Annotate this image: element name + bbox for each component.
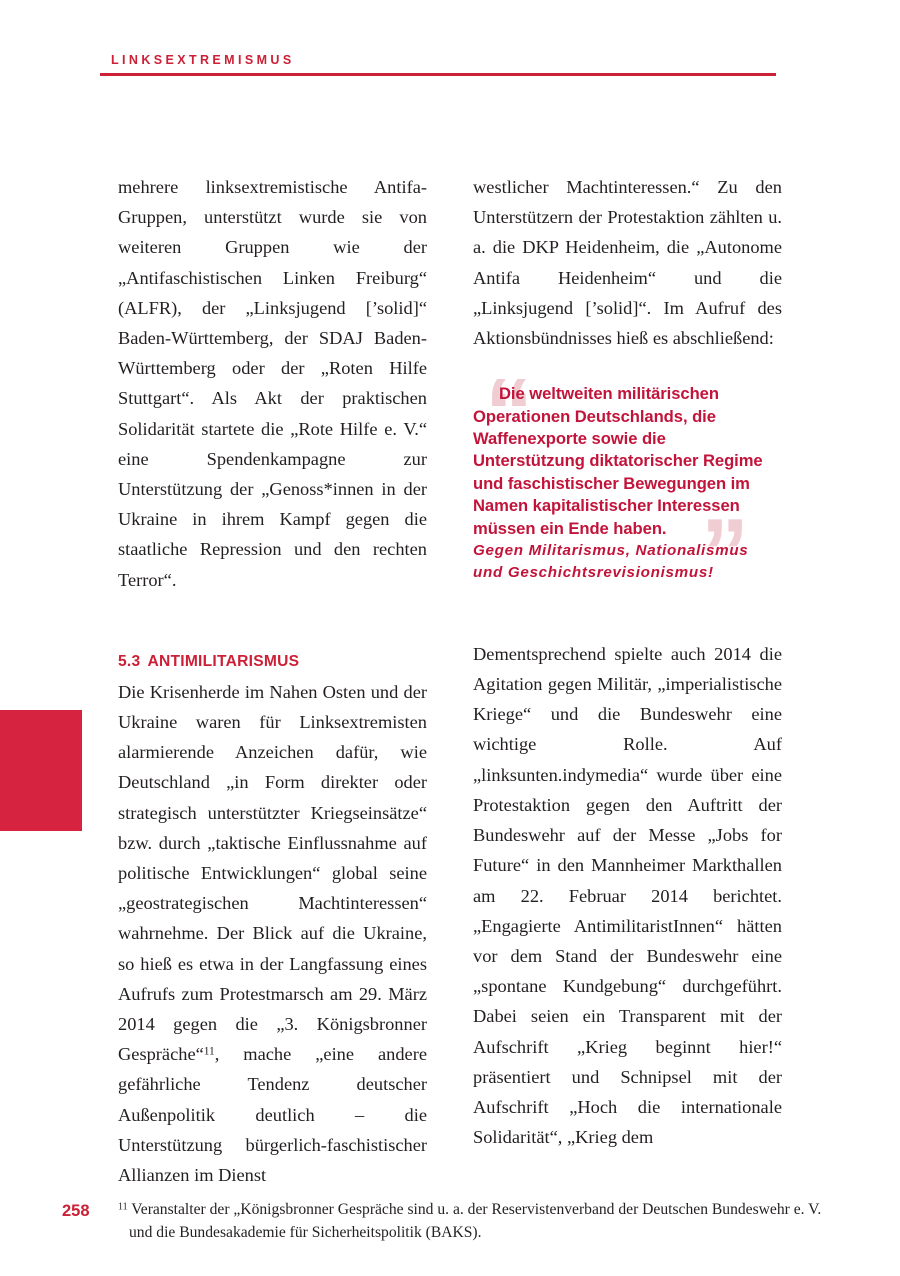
pull-quote-main-text: Die weltweiten militärischen Operationen Deutschlands, die Waffenexporte sowie die Unterstützung diktatorischer Regime und faschistischer Bewegungen im Namen kapitalistischer Interessen müssen ein Ende haben. <box>473 384 763 538</box>
left-paragraph-2 <box>118 677 427 1190</box>
running-head-rule <box>100 73 776 76</box>
footnote-block <box>62 1199 852 1244</box>
section-number: 5.3 <box>118 652 141 670</box>
footnote-marker: 11 <box>118 1201 128 1213</box>
section-edge-tab <box>0 710 82 831</box>
section-title: ANTIMILITARISMUS <box>147 652 300 670</box>
footnote-body: Veranstalter der „Königsbronner Gespräche sind u. a. der Reservistenverband der Deutschen Bundeswehr e. V. und die Bundesakademie für Sicherheitspolitik (BAKS). <box>129 1201 822 1241</box>
right-column <box>473 172 782 1190</box>
running-head-label: LINKSEXTREMISMUS <box>111 53 295 67</box>
right-paragraph-2: Dementsprechend spielte auch 2014 die Agitation gegen Militär, „imperialistische Kriege“ und die Bundeswehr eine wichtige Rolle. Auf „linksunten.indymedia“ wurde über eine Protestaktion gegen den Auftritt der Bundeswehr auf der Messe „Jobs for Future“ in den Mannheimer Markthallen am 22. Februar 2014 berichtet. „Engagierte AntimilitaristInnen“ hätten vor dem Stand der Bundeswehr eine „spontane Kundgebung“ durchgeführt. Dabei seien ein Transparent mit der Aufschrift „Krieg beginnt hier!“ präsentiert und Schnipsel mit der Aufschrift „Hoch die internationale Solidarität“, „Krieg dem <box>473 643 782 1148</box>
pull-quote-tagline-line-2: und Geschichtsrevisionismus! <box>473 564 714 582</box>
two-column-body <box>118 172 782 1190</box>
pull-quote-block <box>473 359 782 607</box>
running-head <box>100 54 776 76</box>
quotation-mark-close-icon: ” <box>701 499 749 607</box>
left-column <box>118 172 427 1190</box>
pull-quote-body <box>473 383 782 585</box>
left-paragraph-2-part-b: , mache „eine andere gefährliche Tendenz deutscher Außenpolitik deutlich – die Unterstützung bürgerlich-faschistischer Allianzen im Dienst <box>118 1044 427 1186</box>
quotation-mark-open-icon: “ <box>485 359 533 467</box>
left-paragraph-2-part-a: Die Krisenherde im Nahen Osten und der Ukraine waren für Linksextremisten alarmierende Anzeichen dafür, wie Deutschland „in Form direkter oder strategisch unterstützter Kriegseinsätze“ bzw. durch „taktische Einflussnahme auf politische Entwicklungen“ global seine „geostrategischen Machtinteressen“ wahrnehme. Der Blick auf die Ukraine, so hieß es etwa in der Langfassung eines Aufrufs zum Protestmarsch am 29. März 2014 gegen die „3. Königsbronner Gespräche“ <box>118 681 427 1065</box>
footnote-text <box>118 1199 829 1244</box>
left-paragraph-1: mehrere linksextremistische Antifa-Gruppen, unterstützt wurde sie von weiteren Gruppen wie der „Antifaschistischen Linken Freiburg“ (ALFR), der „Linksjugend [’solid]“ Baden-Württemberg, der SDAJ Baden-Württemberg oder der „Roten Hilfe Stuttgart“. Als Akt der praktischen Solidarität startete die „Rote Hilfe e. V.“ eine Spendenkampagne zur Unterstützung der „Genoss*innen in der Ukraine in ihrem Kampf gegen die staatliche Repression und den rechten Terror“. <box>118 177 427 590</box>
pull-quote-tagline-line-1: Gegen Militarismus, Nationalismus <box>473 542 749 560</box>
section-heading <box>118 649 427 675</box>
right-paragraph-1: westlicher Machtinteressen.“ Zu den Unterstützern der Protestaktion zählten u. a. die DKP Heidenheim, die „Autonome Antifa Heidenheim“ und die „Linksjugend [’solid]“. Im Aufruf des Aktionsbündnisses hieß es abschließend: <box>473 177 782 349</box>
page-number: 258 <box>62 1202 90 1220</box>
footnote-reference-11[interactable]: 11 <box>203 1045 215 1058</box>
